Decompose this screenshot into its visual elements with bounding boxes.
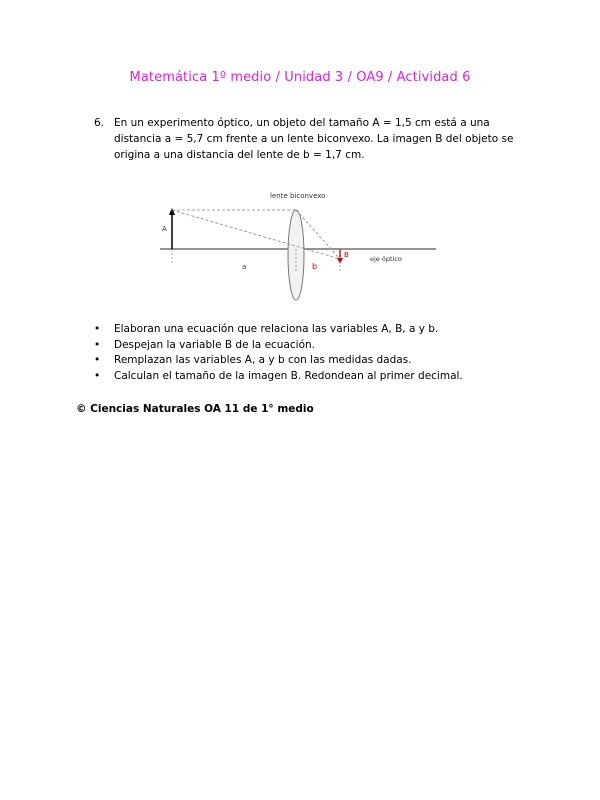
- axis-label: eje óptico: [370, 255, 402, 263]
- image-label: B: [344, 251, 349, 259]
- object-arrow-head: [169, 208, 175, 215]
- task-text: Despejan la variable B de la ecuación.: [114, 338, 315, 351]
- footer-credit: © Ciencias Naturales OA 11 de 1° medio: [76, 403, 314, 415]
- bullet-icon: •: [94, 354, 101, 366]
- task-text: Elaboran una ecuación que relaciona las variables A, B, a y b.: [114, 323, 439, 335]
- lens-label: lente biconvexo: [270, 192, 326, 200]
- distance-a-label: a: [242, 263, 247, 271]
- distance-b-label: b: [312, 262, 318, 271]
- lens-diagram: [160, 185, 440, 305]
- task-item: [94, 353, 554, 369]
- bullet-icon: •: [94, 369, 101, 382]
- task-item: [94, 338, 554, 354]
- page-title: Matemática 1º medio / Unidad 3 / OA9 / Actividad 6: [129, 70, 471, 85]
- task-list: [94, 322, 554, 384]
- problem-text: En un experimento óptico, un objeto del tamaño A = 1,5 cm está a una distancia a = 5,7 cm frente a un lente biconvexo. La imagen B del objeto se origina a una distancia del lente de b = 1,7 cm.: [114, 117, 514, 161]
- problem-statement: [94, 115, 534, 163]
- task-text: Calculan el tamaño de la imagen B. Redondean al primer decimal.: [114, 369, 463, 382]
- task-item: [94, 322, 554, 338]
- object-label: A: [162, 225, 167, 233]
- ray-central: [172, 210, 340, 259]
- problem-number: 6.: [94, 117, 105, 129]
- bullet-icon: •: [94, 323, 101, 335]
- task-text: Remplazan las variables A, a y b con las medidas dadas.: [114, 354, 412, 366]
- bullet-icon: •: [94, 338, 101, 351]
- task-item: [94, 369, 554, 385]
